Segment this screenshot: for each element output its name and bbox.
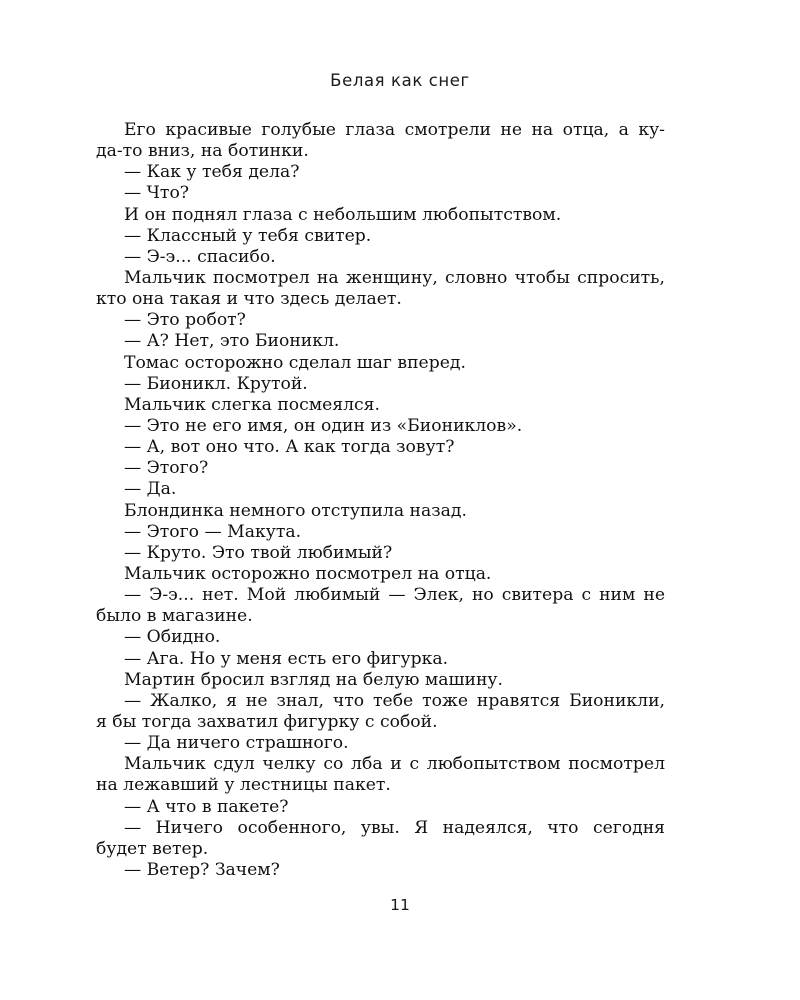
text-line: Томас осторожно сделал шаг вперед. (124, 352, 466, 373)
text-line: — Бионикл. Крутой. (124, 373, 308, 394)
text-line: — Да ничего страшного. (124, 733, 349, 754)
text-line: — Ничего особенного, увы. Я надеялся, что сегодня (124, 817, 665, 838)
text-line: Мальчик осторожно посмотрел на отца. (124, 563, 492, 584)
text-line: — А, вот оно что. А как тогда зовут? (124, 437, 455, 458)
text-line: я бы тогда захватил фигурку с собой. (96, 711, 438, 732)
text-line: — Это робот? (124, 310, 246, 331)
page-number: 11 (390, 896, 410, 914)
text-line: — А что в пакете? (124, 796, 289, 817)
text-line: да-то вниз, на ботинки. (96, 141, 309, 162)
text-line: — Этого — Макута. (124, 521, 302, 542)
text-line: — Жалко, я не знал, что тебе тоже нравятся Бионикли, (124, 690, 665, 711)
text-line: — Это не его имя, он один из «Биониклов». (124, 415, 523, 436)
text-line: Мальчик посмотрел на женщину, словно чтобы спросить, (124, 267, 665, 288)
text-line: Мартин бросил взгляд на белую машину. (124, 669, 503, 690)
text-line: — Да. (124, 479, 177, 500)
text-line: — Э-э... спасибо. (124, 246, 276, 267)
text-line: — Э-э... нет. Мой любимый — Элек, но свитера с ним не (124, 585, 665, 606)
text-line: — Что? (124, 183, 190, 204)
text-line: И он поднял глаза с небольшим любопытством. (124, 204, 562, 225)
text-line: Блондинка немного отступила назад. (124, 500, 467, 521)
text-line: — Как у тебя дела? (124, 162, 300, 183)
text-line: — Обидно. (124, 627, 221, 648)
text-line: было в магазине. (96, 606, 253, 627)
text-line: Мальчик сдул челку со лба и с любопытством посмотрел (124, 754, 665, 775)
text-line: Его красивые голубые глаза смотрели не на отца, а ку- (124, 120, 665, 140)
text-line: — Круто. Это твой любимый? (124, 542, 393, 563)
text-line: — А? Нет, это Бионикл. (124, 331, 340, 352)
text-line: — Ветер? Зачем? (124, 859, 280, 880)
text-line: будет ветер. (96, 838, 209, 859)
text-line: на лежавший у лестницы пакет. (96, 775, 391, 796)
page-body-text (96, 120, 665, 881)
text-line: — Этого? (124, 458, 209, 479)
text-line: кто она такая и что здесь делает. (96, 289, 402, 310)
running-title: Белая как снег (330, 71, 470, 90)
text-line: — Ага. Но у меня есть его фигурка. (124, 648, 449, 669)
text-line: Мальчик слегка посмеялся. (124, 394, 380, 415)
text-line: — Классный у тебя свитер. (124, 225, 372, 246)
